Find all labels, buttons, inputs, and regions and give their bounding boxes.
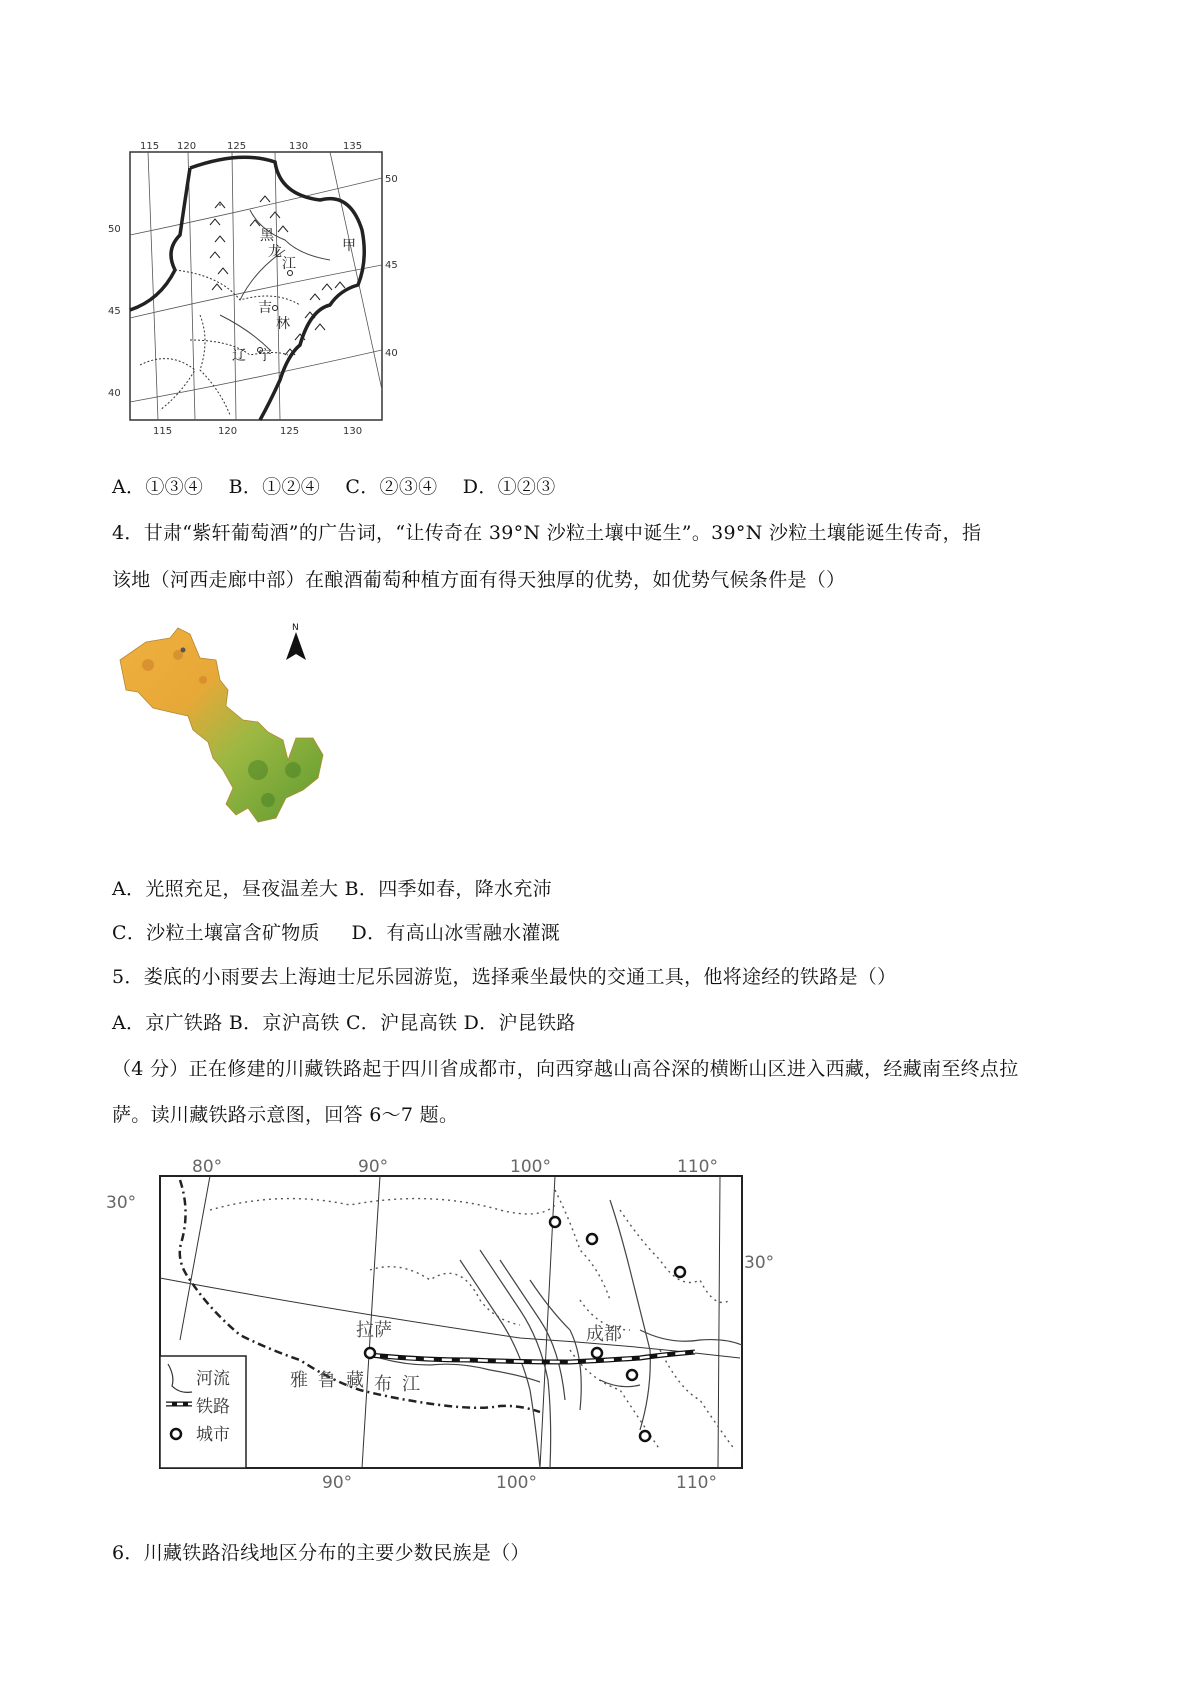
province-label-liaoning: 辽 [232, 348, 246, 364]
city-label-lhasa: 拉萨 [356, 1320, 392, 1341]
province-label-jilin: 林 [276, 316, 290, 332]
river-label: 藏 [346, 1370, 364, 1391]
province-label-heilongjiang: 江 [282, 256, 296, 272]
province-label-heilongjiang: 龙 [268, 244, 282, 260]
lat-label-right: 50 [385, 174, 398, 185]
city-marker [587, 1234, 597, 1244]
q4-options-ab: A．光照充足，昼夜温差大 B．四季如春，降水充沛 [112, 878, 552, 900]
province-label-jilin: 吉 [258, 300, 272, 316]
gansu-shape [120, 628, 323, 822]
lon-label-top: 115 [140, 141, 160, 152]
north-arrow-icon [286, 632, 306, 660]
city-marker [181, 648, 186, 653]
lat-label-right: 30° [744, 1253, 775, 1273]
city-marker [592, 1348, 602, 1358]
river-label: 江 [402, 1374, 420, 1395]
lat-label-right: 45 [385, 260, 398, 271]
river-label: 布 [374, 1374, 392, 1395]
river-label: 鲁 [318, 1370, 336, 1391]
city-marker [675, 1267, 685, 1277]
lat-label-left: 50 [108, 224, 121, 235]
lat-label-left: 40 [108, 388, 121, 399]
q5-question: 5．娄底的小雨要去上海迪士尼乐园游览，选择乘坐最快的交通工具，他将途经的铁路是（） [112, 966, 897, 988]
lon-label-top: 100° [510, 1157, 551, 1177]
legend-river-label: 河流 [196, 1369, 230, 1389]
city-marker [365, 1348, 375, 1358]
lon-label-bottom: 100° [496, 1473, 537, 1490]
lon-label-top: 110° [677, 1157, 718, 1177]
city-label-chengdu: 成都 [586, 1324, 622, 1345]
legend-city-label: 城市 [196, 1425, 230, 1445]
q6-question: 6．川藏铁路沿线地区分布的主要少数民族是（） [112, 1542, 530, 1564]
lon-label-bottom: 90° [322, 1473, 353, 1490]
lat-label-left: 45 [108, 306, 121, 317]
region-label-jia: 甲 [342, 238, 356, 254]
lon-label-top: 125 [227, 141, 247, 152]
river-label: 雅 [290, 1370, 308, 1391]
north-label: N [292, 623, 299, 633]
lon-label-top: 80° [192, 1157, 223, 1177]
q67-intro-line2: 萨。读川藏铁路示意图，回答 6～7 题。 [112, 1104, 459, 1126]
lon-label-bottom: 120 [218, 426, 238, 437]
city-legend-icon [171, 1429, 181, 1439]
northeast-china-map [100, 140, 420, 460]
q5-options: A．京广铁路 B．京沪高铁 C．沪昆高铁 D．沪昆铁路 [112, 1012, 576, 1034]
lat-label-right: 40 [385, 348, 398, 359]
q67-intro-line1: （4 分）正在修建的川藏铁路起于四川省成都市，向西穿越山高谷深的横断山区进入西藏，经藏南至终点拉 [112, 1058, 1019, 1080]
lon-label-bottom: 110° [676, 1473, 717, 1490]
gansu-map [108, 620, 358, 825]
province-label-liaoning: 宁 [258, 348, 272, 364]
q4-question-line2: 该地（河西走廊中部）在酿酒葡萄种植方面有得天独厚的优势，如优势气候条件是（） [112, 569, 846, 591]
city-marker [627, 1370, 637, 1380]
lon-label-bottom: 130 [343, 426, 363, 437]
q3-options: A．①③④ B．①②④ C．②③④ D．①②③ [112, 476, 556, 498]
lon-label-top: 130 [289, 141, 309, 152]
lat-label-left: 30° [106, 1193, 137, 1213]
lon-label-bottom: 125 [280, 426, 300, 437]
lon-label-bottom: 115 [153, 426, 173, 437]
city-marker [550, 1217, 560, 1227]
legend-railway-label: 铁路 [196, 1397, 230, 1417]
lon-label-top: 120 [177, 141, 197, 152]
city-marker [640, 1431, 650, 1441]
lon-label-top: 135 [343, 141, 363, 152]
province-label-heilongjiang: 黑 [260, 228, 274, 244]
sichuan-tibet-railway-map [100, 1150, 820, 1490]
q4-options-cd: C．沙粒土壤富含矿物质 D．有高山冰雪融水灌溉 [112, 922, 561, 944]
q4-question-line1: 4．甘肃“紫轩葡萄酒”的广告词，“让传奇在 39°N 沙粒土壤中诞生”。39°N 沙粒土壤能诞生传奇，指 [112, 522, 982, 544]
lon-label-top: 90° [358, 1157, 389, 1177]
